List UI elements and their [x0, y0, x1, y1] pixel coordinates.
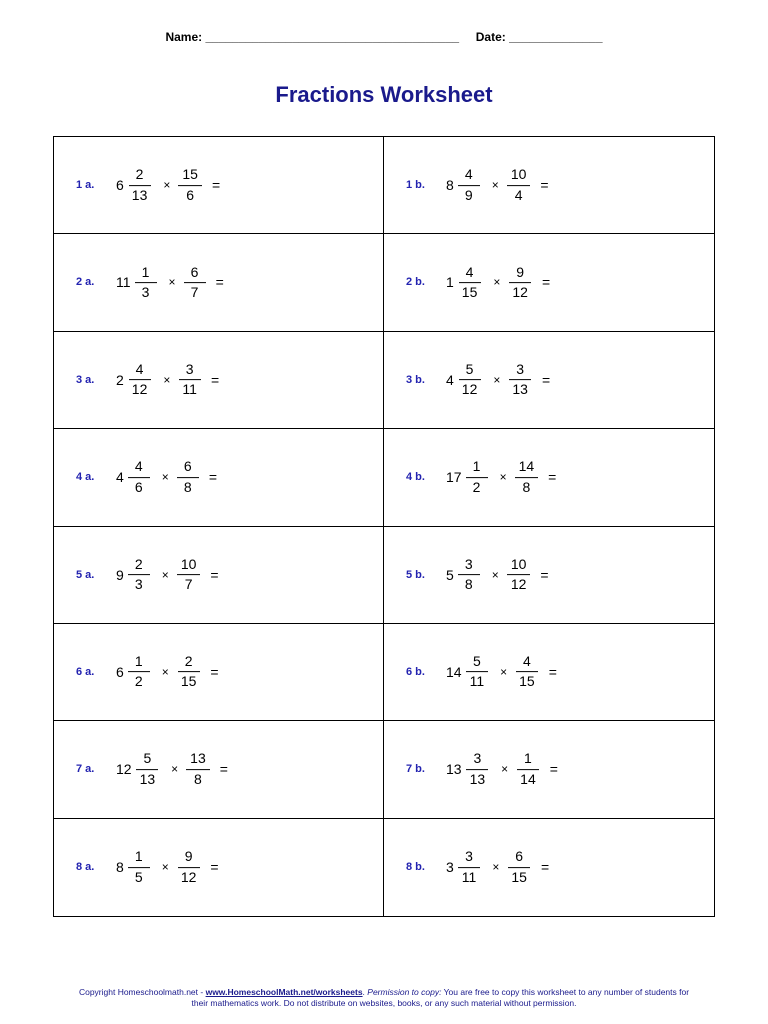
fraction-1: [466, 752, 490, 788]
whole-number: 6: [116, 664, 124, 681]
multiply-sign: ×: [163, 178, 171, 193]
equals-sign: =: [549, 761, 558, 778]
numerator: 4: [129, 362, 151, 380]
numerator: 15: [178, 167, 202, 185]
denominator: 2: [134, 673, 143, 690]
numerator: 5: [459, 362, 481, 380]
fraction-1: [128, 167, 152, 203]
equals-sign: =: [210, 664, 219, 681]
denominator: 15: [519, 673, 535, 690]
problem-cell: [384, 721, 714, 818]
whole-number: 11: [116, 274, 131, 291]
fraction-2: [178, 362, 201, 398]
problem: [406, 654, 557, 690]
fraction-1: [128, 849, 150, 885]
whole-number: 5: [446, 566, 454, 583]
problem-cell: [384, 137, 714, 234]
fraction-2: [507, 167, 531, 203]
problem-label: 2 a.: [76, 276, 95, 289]
fraction-1: [458, 362, 482, 398]
problem-cell: [384, 624, 714, 721]
fraction-2: [507, 849, 531, 885]
whole-number: 8: [446, 177, 454, 194]
problem-label: 8 b.: [406, 861, 425, 874]
problem-cell: [384, 234, 714, 331]
problem: [406, 752, 558, 788]
problem-cell: [54, 624, 384, 721]
denominator: 13: [131, 186, 148, 203]
numerator: 4: [128, 459, 150, 477]
problem-cell: [384, 332, 714, 429]
multiply-sign: ×: [499, 470, 507, 485]
denominator: 13: [139, 770, 156, 787]
equals-sign: =: [211, 177, 221, 194]
denominator: 12: [180, 868, 197, 885]
denominator: 11: [461, 868, 477, 885]
numerator: 4: [458, 167, 480, 185]
problem: [76, 752, 228, 788]
fraction-2: [507, 557, 531, 593]
problem-cell: [54, 527, 384, 624]
fraction-2: [184, 265, 206, 301]
numerator: 6: [184, 265, 206, 283]
fraction-1: [458, 167, 480, 203]
problem: [76, 557, 219, 593]
problem-label: 4 a.: [76, 471, 95, 484]
equals-sign: =: [548, 664, 557, 681]
denominator: 7: [190, 284, 199, 301]
denominator: 15: [180, 673, 197, 690]
equals-sign: =: [540, 566, 549, 583]
numerator: 4: [516, 654, 538, 672]
denominator: 12: [461, 381, 478, 398]
problem: [406, 849, 549, 885]
multiply-sign: ×: [491, 178, 499, 193]
denominator: 8: [194, 770, 202, 787]
denominator: 11: [469, 673, 485, 690]
numerator: 3: [458, 849, 480, 867]
numerator: 2: [129, 167, 151, 185]
denominator: 9: [464, 186, 473, 203]
fraction-1: [135, 265, 157, 301]
problem-label: 3 a.: [76, 373, 95, 386]
multiply-sign: ×: [492, 860, 500, 875]
problem-label: 1 b.: [406, 179, 425, 192]
problem-label: 6 a.: [76, 666, 95, 679]
equals-sign: =: [540, 859, 550, 876]
numerator: 5: [136, 752, 158, 770]
fraction-2: [177, 557, 201, 593]
fraction-1: [136, 752, 160, 788]
multiply-sign: ×: [163, 372, 171, 387]
denominator: 15: [511, 868, 527, 885]
whole-number: 8: [116, 859, 124, 876]
numerator: 6: [508, 849, 530, 867]
denominator: 6: [186, 186, 195, 203]
multiply-sign: ×: [500, 665, 508, 680]
problem-cell: [54, 819, 384, 916]
numerator: 3: [466, 752, 488, 770]
denominator: 12: [512, 284, 528, 301]
numerator: 1: [135, 265, 157, 283]
multiply-sign: ×: [161, 860, 169, 875]
copyright-footer: [70, 987, 698, 1010]
numerator: 6: [177, 459, 199, 477]
numerator: 5: [466, 654, 488, 672]
numerator: 9: [509, 265, 531, 283]
problem: [76, 167, 220, 203]
numerator: 3: [458, 557, 480, 575]
denominator: 3: [141, 284, 150, 301]
denominator: 3: [134, 576, 143, 593]
problem-label: 5 b.: [406, 568, 425, 581]
fraction-2: [177, 654, 201, 690]
problem: [76, 459, 217, 495]
whole-number: 13: [446, 761, 462, 778]
fraction-2: [177, 849, 201, 885]
whole-number: 14: [446, 664, 462, 681]
multiply-sign: ×: [171, 762, 179, 777]
denominator: 7: [184, 576, 193, 593]
problem: [406, 362, 550, 398]
whole-number: 3: [446, 859, 454, 876]
problem-cell: [54, 234, 384, 331]
equals-sign: =: [540, 177, 549, 194]
problem-grid: [53, 136, 715, 917]
footer-period: .: [362, 987, 368, 997]
denominator: 13: [469, 770, 486, 787]
numerator: 10: [507, 167, 531, 185]
numerator: 13: [186, 752, 210, 770]
problem-cell: [54, 429, 384, 526]
fraction-1: [128, 459, 150, 495]
denominator: 12: [131, 381, 148, 398]
fraction-2: [515, 654, 539, 690]
denominator: 11: [182, 381, 197, 398]
numerator: 4: [459, 265, 481, 283]
multiply-sign: ×: [491, 567, 499, 582]
multiply-sign: ×: [161, 567, 169, 582]
worksheet-header: [0, 30, 768, 44]
equals-sign: =: [210, 566, 219, 583]
fraction-1: [458, 849, 481, 885]
problem-cell: [54, 721, 384, 818]
denominator: 12: [510, 576, 527, 593]
problem: [406, 167, 549, 203]
equals-sign: =: [541, 274, 551, 291]
denominator: 8: [464, 576, 473, 593]
numerator: 2: [178, 654, 200, 672]
problem-cell: [54, 332, 384, 429]
problem-label: 5 a.: [76, 568, 95, 581]
problem: [76, 362, 219, 398]
fraction-1: [128, 557, 150, 593]
problem: [76, 849, 219, 885]
multiply-sign: ×: [161, 665, 169, 680]
problem-label: 1 a.: [76, 179, 95, 192]
numerator: 1: [128, 654, 150, 672]
denominator: 2: [472, 478, 481, 495]
whole-number: 9: [116, 566, 124, 583]
fraction-2: [186, 752, 210, 788]
problem: [406, 265, 550, 301]
equals-sign: =: [541, 371, 551, 388]
fraction-2: [508, 362, 532, 398]
multiply-sign: ×: [161, 470, 169, 485]
problem-label: 6 b.: [406, 666, 425, 679]
numerator: 10: [177, 557, 201, 575]
whole-number: 17: [446, 469, 462, 486]
numerator: 14: [515, 459, 539, 477]
whole-number: 1: [446, 274, 454, 291]
numerator: 3: [509, 362, 531, 380]
multiply-sign: ×: [493, 275, 501, 290]
numerator: 1: [517, 752, 539, 770]
numerator: 1: [466, 459, 488, 477]
whole-number: 4: [116, 469, 124, 486]
problem: [76, 265, 224, 301]
denominator: 14: [520, 770, 536, 787]
fraction-2: [516, 752, 540, 788]
name-field-label[interactable]: Name: ______________________________________: [165, 30, 460, 44]
equals-sign: =: [210, 859, 219, 876]
problem-cell: [54, 137, 384, 234]
numerator: 2: [128, 557, 150, 575]
denominator: 6: [134, 478, 143, 495]
problem-label: 8 a.: [76, 861, 95, 874]
fraction-2: [515, 459, 539, 495]
whole-number: 2: [116, 371, 124, 388]
equals-sign: =: [210, 371, 220, 388]
homeschoolmath-link[interactable]: www.HomeschoolMath.net/worksheets: [205, 987, 363, 997]
problem: [406, 557, 549, 593]
problem: [406, 459, 556, 495]
problem-label: 7 b.: [406, 763, 425, 776]
fraction-1: [466, 654, 489, 690]
problem-label: 4 b.: [406, 471, 425, 484]
fraction-1: [128, 654, 150, 690]
denominator: 4: [514, 186, 523, 203]
fraction-1: [128, 362, 152, 398]
denominator: 8: [183, 478, 192, 495]
copyright-text: Copyright Homeschoolmath.net -: [78, 987, 206, 997]
equals-sign: =: [215, 274, 224, 291]
problem-label: 7 a.: [76, 763, 95, 776]
numerator: 9: [178, 849, 200, 867]
whole-number: 12: [116, 761, 132, 778]
whole-number: 4: [446, 371, 454, 388]
fraction-2: [508, 265, 532, 301]
multiply-sign: ×: [501, 762, 509, 777]
fraction-1: [458, 265, 482, 301]
worksheet-title: Fractions Worksheet: [275, 82, 493, 107]
multiply-sign: ×: [168, 275, 176, 290]
problem-cell: [384, 527, 714, 624]
denominator: 13: [512, 381, 528, 398]
equals-sign: =: [219, 761, 228, 778]
denominator: 5: [134, 868, 143, 885]
fraction-1: [466, 459, 488, 495]
whole-number: 6: [116, 177, 124, 194]
denominator: 15: [461, 284, 478, 301]
problem-label: 2 b.: [406, 276, 425, 289]
problem: [76, 654, 219, 690]
permission-label: Permission to copy:: [367, 987, 442, 997]
problem-label: 3 b.: [406, 373, 425, 386]
numerator: 10: [507, 557, 531, 575]
numerator: 1: [128, 849, 150, 867]
numerator: 3: [179, 362, 201, 380]
denominator: 8: [522, 478, 531, 495]
date-field-label[interactable]: Date: ______________: [475, 30, 603, 44]
fraction-1: [458, 557, 480, 593]
permission-text: You are free to copy this worksheet to any number of students for their mathematics work. Do not distribute on websites, books, or any such material without permission.: [191, 987, 690, 1009]
equals-sign: =: [548, 469, 557, 486]
multiply-sign: ×: [493, 372, 501, 387]
problem-cell: [384, 819, 714, 916]
problem-cell: [384, 429, 714, 526]
fraction-2: [177, 459, 199, 495]
equals-sign: =: [208, 469, 217, 486]
fraction-2: [178, 167, 202, 203]
